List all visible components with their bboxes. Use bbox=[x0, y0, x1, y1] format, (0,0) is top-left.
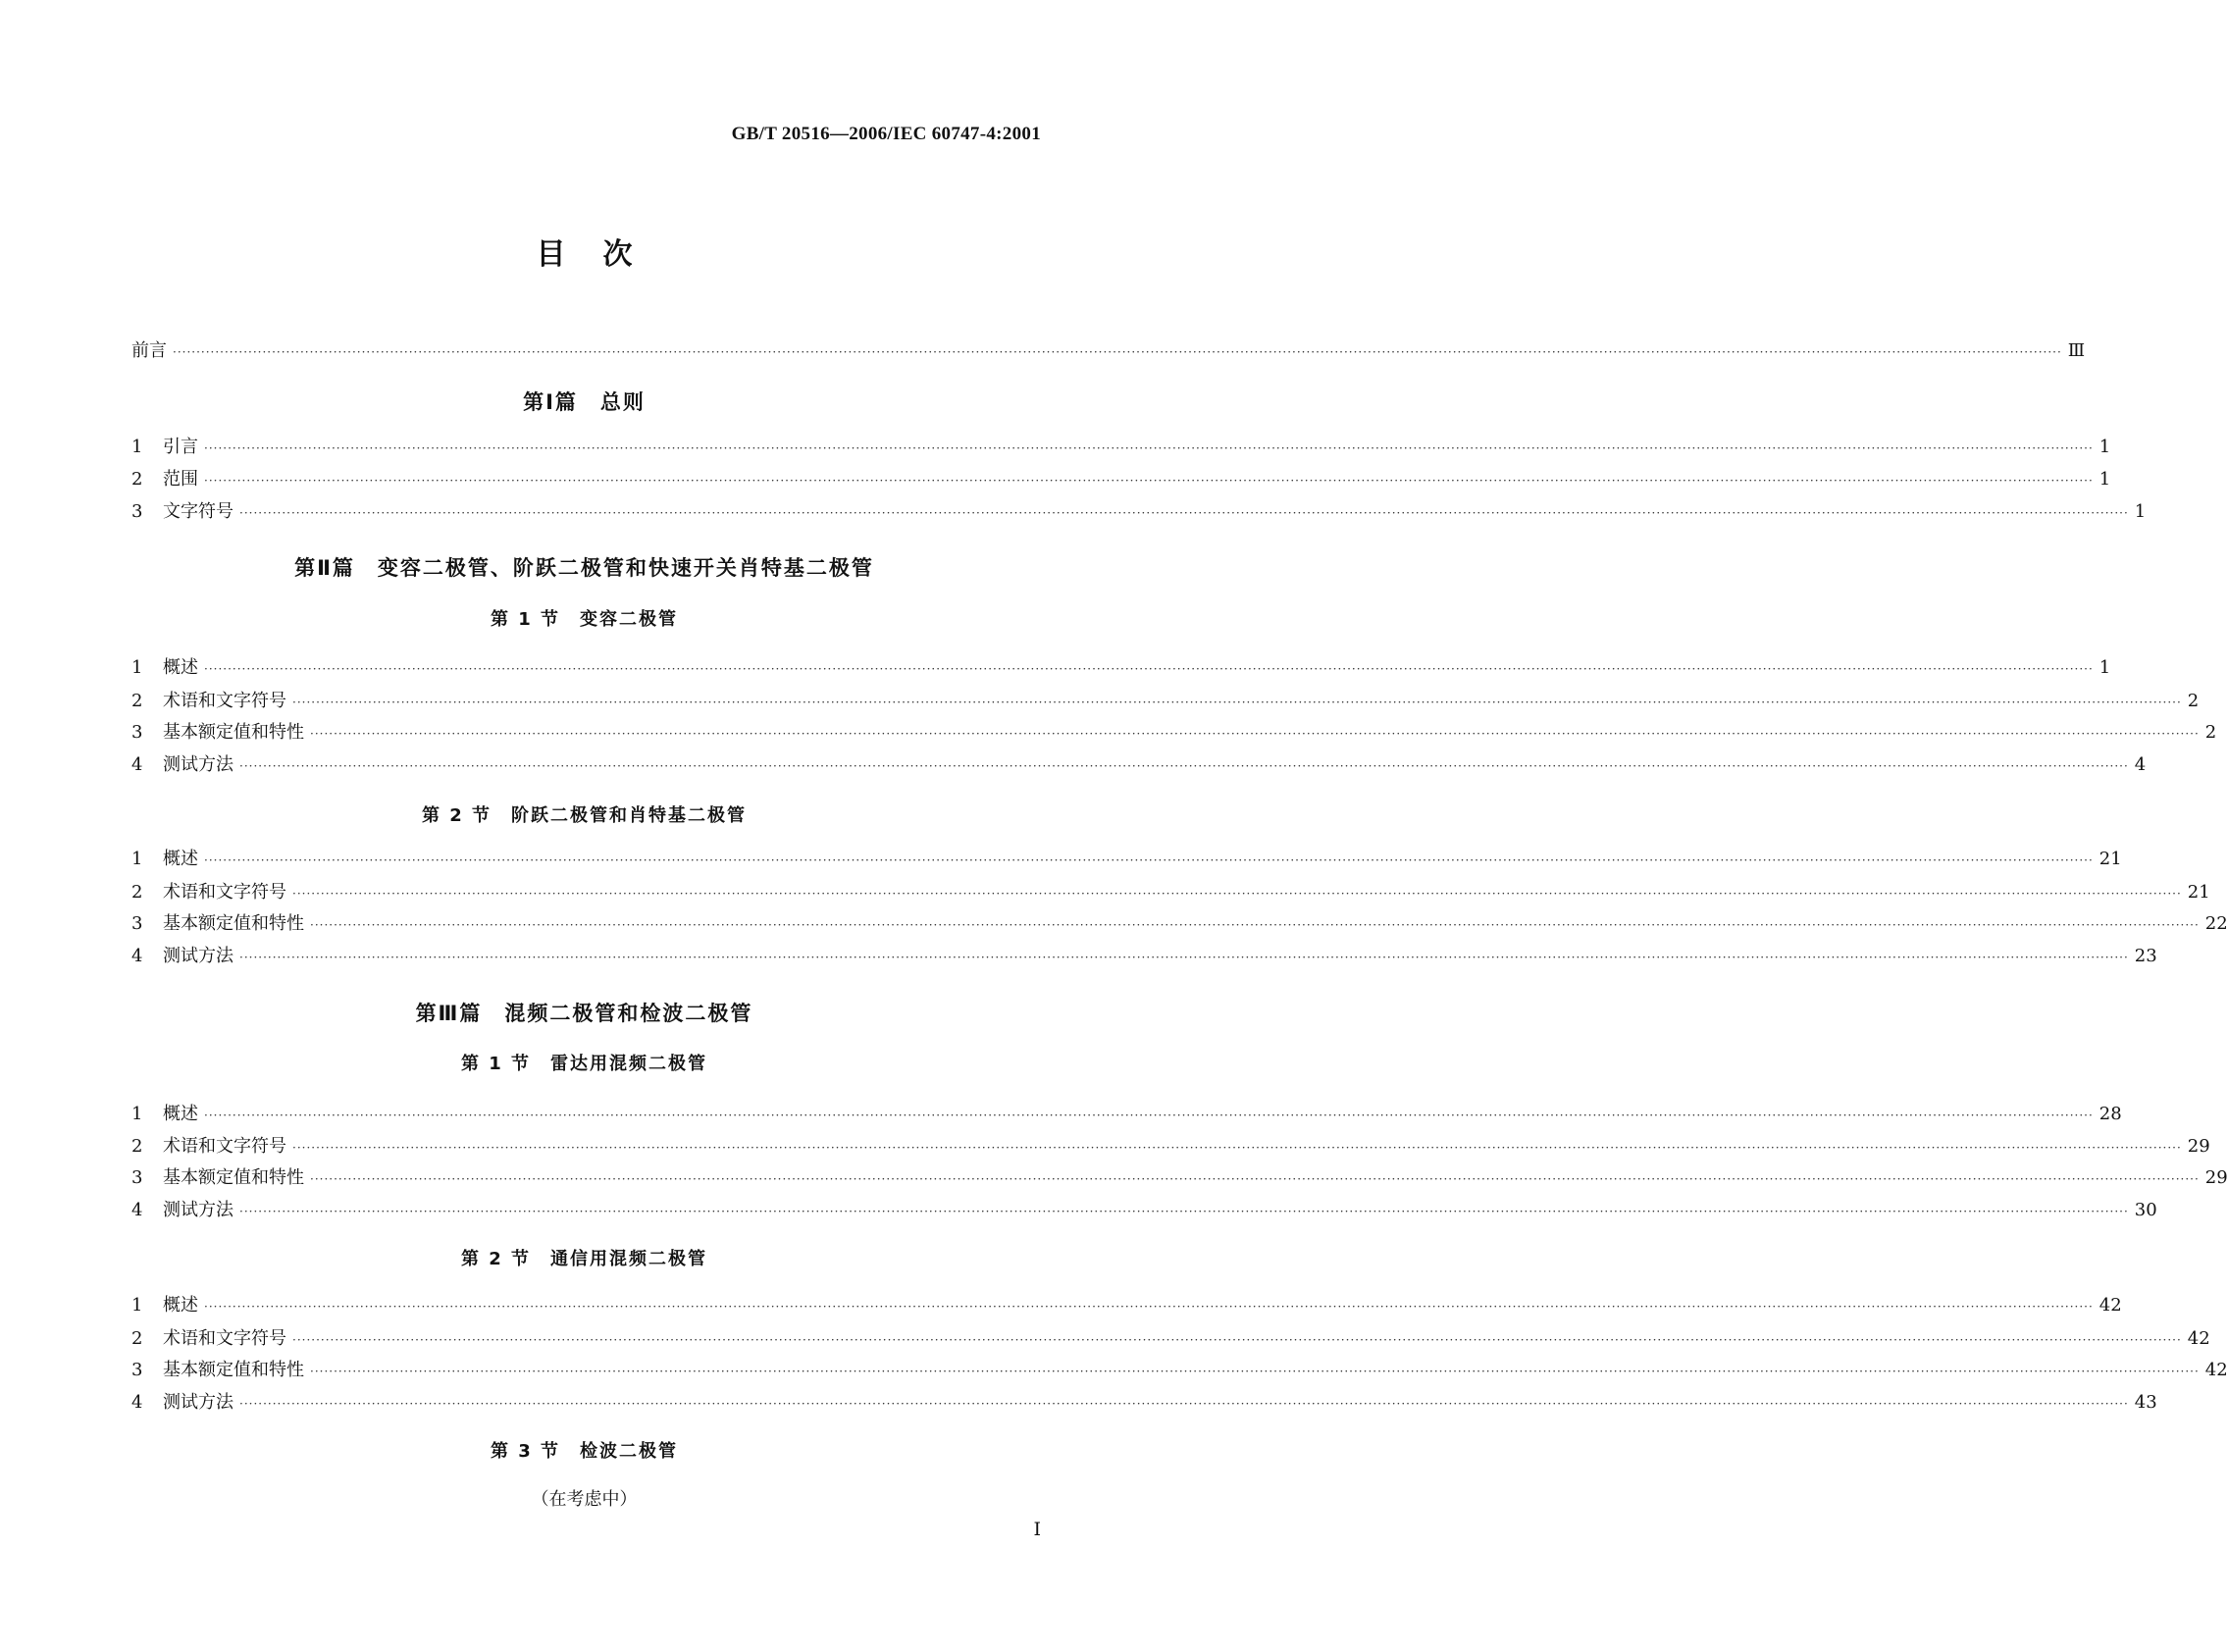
entry-number: 4 bbox=[131, 946, 143, 966]
entry-page-number: 21 bbox=[2098, 849, 2122, 869]
toc-entry[interactable] bbox=[131, 752, 2147, 778]
entry-number: 3 bbox=[131, 913, 143, 934]
entry-title: 术语和文字符号 bbox=[163, 691, 286, 711]
part-heading: 第Ⅰ篇 总则 bbox=[523, 390, 646, 414]
dot-leader: ················································································································································································································································································································································································································ bbox=[239, 759, 2129, 773]
toc-entry[interactable] bbox=[131, 1102, 2122, 1127]
dot-leader: ················································································································································································································································································································································································································ bbox=[239, 506, 2129, 520]
part-heading: 第Ⅱ篇 变容二极管、阶跃二极管和快速开关肖特基二极管 bbox=[294, 556, 874, 580]
entry-title: 范围 bbox=[163, 469, 198, 490]
toc-entry[interactable] bbox=[131, 1134, 2210, 1160]
entry-title: 基本额定值和特性 bbox=[163, 913, 304, 934]
entry-page-number: 1 bbox=[2098, 437, 2111, 457]
entry-title: 引言 bbox=[163, 437, 198, 457]
dot-leader: ················································································································································································································································································································································································································ bbox=[292, 1333, 2182, 1347]
entry-title: 概述 bbox=[163, 1104, 198, 1124]
entry-title: 测试方法 bbox=[163, 1392, 233, 1413]
entry-number: 3 bbox=[131, 1167, 143, 1188]
document-header-standard-number: GB/T 20516—2006/IEC 60747-4:2001 bbox=[731, 124, 1041, 144]
entry-page-number: 1 bbox=[2098, 469, 2111, 490]
toc-entry[interactable] bbox=[131, 847, 2122, 872]
entry-title: 概述 bbox=[163, 849, 198, 869]
dot-leader: ················································································································································································································································································································································································································ bbox=[239, 1205, 2129, 1218]
entry-title: 文字符号 bbox=[163, 501, 233, 522]
entry-number: 1 bbox=[131, 1295, 143, 1316]
entry-title: 测试方法 bbox=[163, 946, 233, 966]
entry-page-number: 2 bbox=[2187, 691, 2200, 711]
toc-entry[interactable] bbox=[131, 435, 2111, 460]
entry-page-number: 42 bbox=[2098, 1295, 2122, 1316]
dot-leader: ················································································································································································································································································································································································································ bbox=[310, 1172, 2200, 1186]
entry-page-number: 4 bbox=[2134, 754, 2147, 775]
dot-leader: ················································································································································································································································································································································································································ bbox=[204, 474, 2094, 488]
toc-entry[interactable] bbox=[131, 880, 2210, 905]
toc-entry[interactable] bbox=[131, 720, 2217, 746]
entry-page-number: Ⅲ bbox=[2067, 340, 2086, 361]
section-heading: 第 1 节 雷达用混频二极管 bbox=[460, 1054, 708, 1074]
entry-page-number: 43 bbox=[2134, 1392, 2157, 1413]
entry-number: 1 bbox=[131, 1104, 143, 1124]
page-title: 目次 bbox=[536, 237, 670, 272]
dot-leader: ················································································································································································································································································································································································································ bbox=[204, 853, 2094, 867]
section-heading: 第 2 节 阶跃二极管和肖特基二极管 bbox=[421, 805, 748, 826]
dot-leader: ················································································································································································································································································································································································································ bbox=[173, 345, 2062, 359]
entry-page-number: 22 bbox=[2204, 913, 2228, 934]
entry-page-number: 42 bbox=[2204, 1360, 2228, 1380]
entry-number: 1 bbox=[131, 849, 143, 869]
entry-number: 2 bbox=[131, 1136, 143, 1157]
toc-entry[interactable] bbox=[131, 944, 2157, 969]
entry-title: 基本额定值和特性 bbox=[163, 1360, 304, 1380]
section-heading: 第 1 节 变容二极管 bbox=[490, 609, 679, 630]
entry-page-number: 30 bbox=[2134, 1200, 2157, 1220]
toc-entry[interactable] bbox=[131, 467, 2111, 492]
toc-entry[interactable] bbox=[131, 1198, 2157, 1223]
entry-page-number: 29 bbox=[2204, 1167, 2228, 1188]
entry-number: 3 bbox=[131, 501, 143, 522]
toc-entry[interactable] bbox=[131, 911, 2228, 937]
toc-entry[interactable] bbox=[131, 1326, 2210, 1352]
entry-page-number: 21 bbox=[2187, 882, 2210, 903]
part-heading: 第Ⅲ篇 混频二极管和检波二极管 bbox=[415, 1002, 753, 1025]
dot-leader: ················································································································································································································································································································································································································ bbox=[292, 696, 2182, 709]
entry-number: 2 bbox=[131, 1328, 143, 1349]
toc-entry[interactable] bbox=[131, 1390, 2157, 1416]
toc-entry[interactable] bbox=[131, 1358, 2228, 1383]
entry-title: 概述 bbox=[163, 1295, 198, 1316]
dot-leader: ················································································································································································································································································································································································································ bbox=[310, 918, 2200, 932]
entry-title: 术语和文字符号 bbox=[163, 882, 286, 903]
dot-leader: ················································································································································································································································································································································································································ bbox=[310, 727, 2200, 741]
toc-entry[interactable] bbox=[131, 499, 2147, 525]
entry-number: 1 bbox=[131, 657, 143, 678]
dot-leader: ················································································································································································································································································································································································································ bbox=[204, 662, 2094, 676]
entry-title: 术语和文字符号 bbox=[163, 1136, 286, 1157]
dot-leader: ················································································································································································································································································································································································································ bbox=[239, 951, 2129, 964]
entry-title: 测试方法 bbox=[163, 1200, 233, 1220]
toc-entry[interactable] bbox=[131, 655, 2111, 681]
entry-title: 概述 bbox=[163, 657, 198, 678]
entry-title: 前言 bbox=[131, 340, 167, 361]
page-number: Ⅰ bbox=[1033, 1519, 1041, 1540]
entry-number: 2 bbox=[131, 882, 143, 903]
section-note: （在考虑中） bbox=[531, 1489, 638, 1510]
entry-page-number: 28 bbox=[2098, 1104, 2122, 1124]
toc-entry[interactable] bbox=[131, 1293, 2122, 1318]
toc-entry[interactable] bbox=[131, 338, 2086, 364]
section-heading: 第 2 节 通信用混频二极管 bbox=[460, 1249, 708, 1269]
entry-page-number: 2 bbox=[2204, 722, 2217, 743]
entry-title: 基本额定值和特性 bbox=[163, 1167, 304, 1188]
toc-entry[interactable] bbox=[131, 689, 2200, 714]
entry-number: 3 bbox=[131, 722, 143, 743]
entry-title: 测试方法 bbox=[163, 754, 233, 775]
entry-number: 2 bbox=[131, 469, 143, 490]
dot-leader: ················································································································································································································································································································································································································ bbox=[292, 1141, 2182, 1155]
entry-page-number: 29 bbox=[2187, 1136, 2210, 1157]
entry-number: 3 bbox=[131, 1360, 143, 1380]
dot-leader: ················································································································································································································································································································································································································ bbox=[239, 1397, 2129, 1411]
toc-entry[interactable] bbox=[131, 1165, 2228, 1191]
dot-leader: ················································································································································································································································································································································································································ bbox=[204, 1109, 2094, 1122]
dot-leader: ················································································································································································································································································································································································································ bbox=[204, 1300, 2094, 1314]
entry-page-number: 23 bbox=[2134, 946, 2157, 966]
dot-leader: ················································································································································································································································································································································································································ bbox=[310, 1365, 2200, 1378]
entry-number: 1 bbox=[131, 437, 143, 457]
section-heading: 第 3 节 检波二极管 bbox=[490, 1441, 679, 1462]
entry-number: 4 bbox=[131, 1392, 143, 1413]
entry-title: 术语和文字符号 bbox=[163, 1328, 286, 1349]
entry-page-number: 42 bbox=[2187, 1328, 2210, 1349]
entry-title: 基本额定值和特性 bbox=[163, 722, 304, 743]
dot-leader: ················································································································································································································································································································································································································ bbox=[292, 887, 2182, 901]
entry-page-number: 1 bbox=[2134, 501, 2147, 522]
entry-number: 4 bbox=[131, 1200, 143, 1220]
dot-leader: ················································································································································································································································································································································································································ bbox=[204, 441, 2094, 455]
entry-number: 2 bbox=[131, 691, 143, 711]
entry-number: 4 bbox=[131, 754, 143, 775]
entry-page-number: 1 bbox=[2098, 657, 2111, 678]
